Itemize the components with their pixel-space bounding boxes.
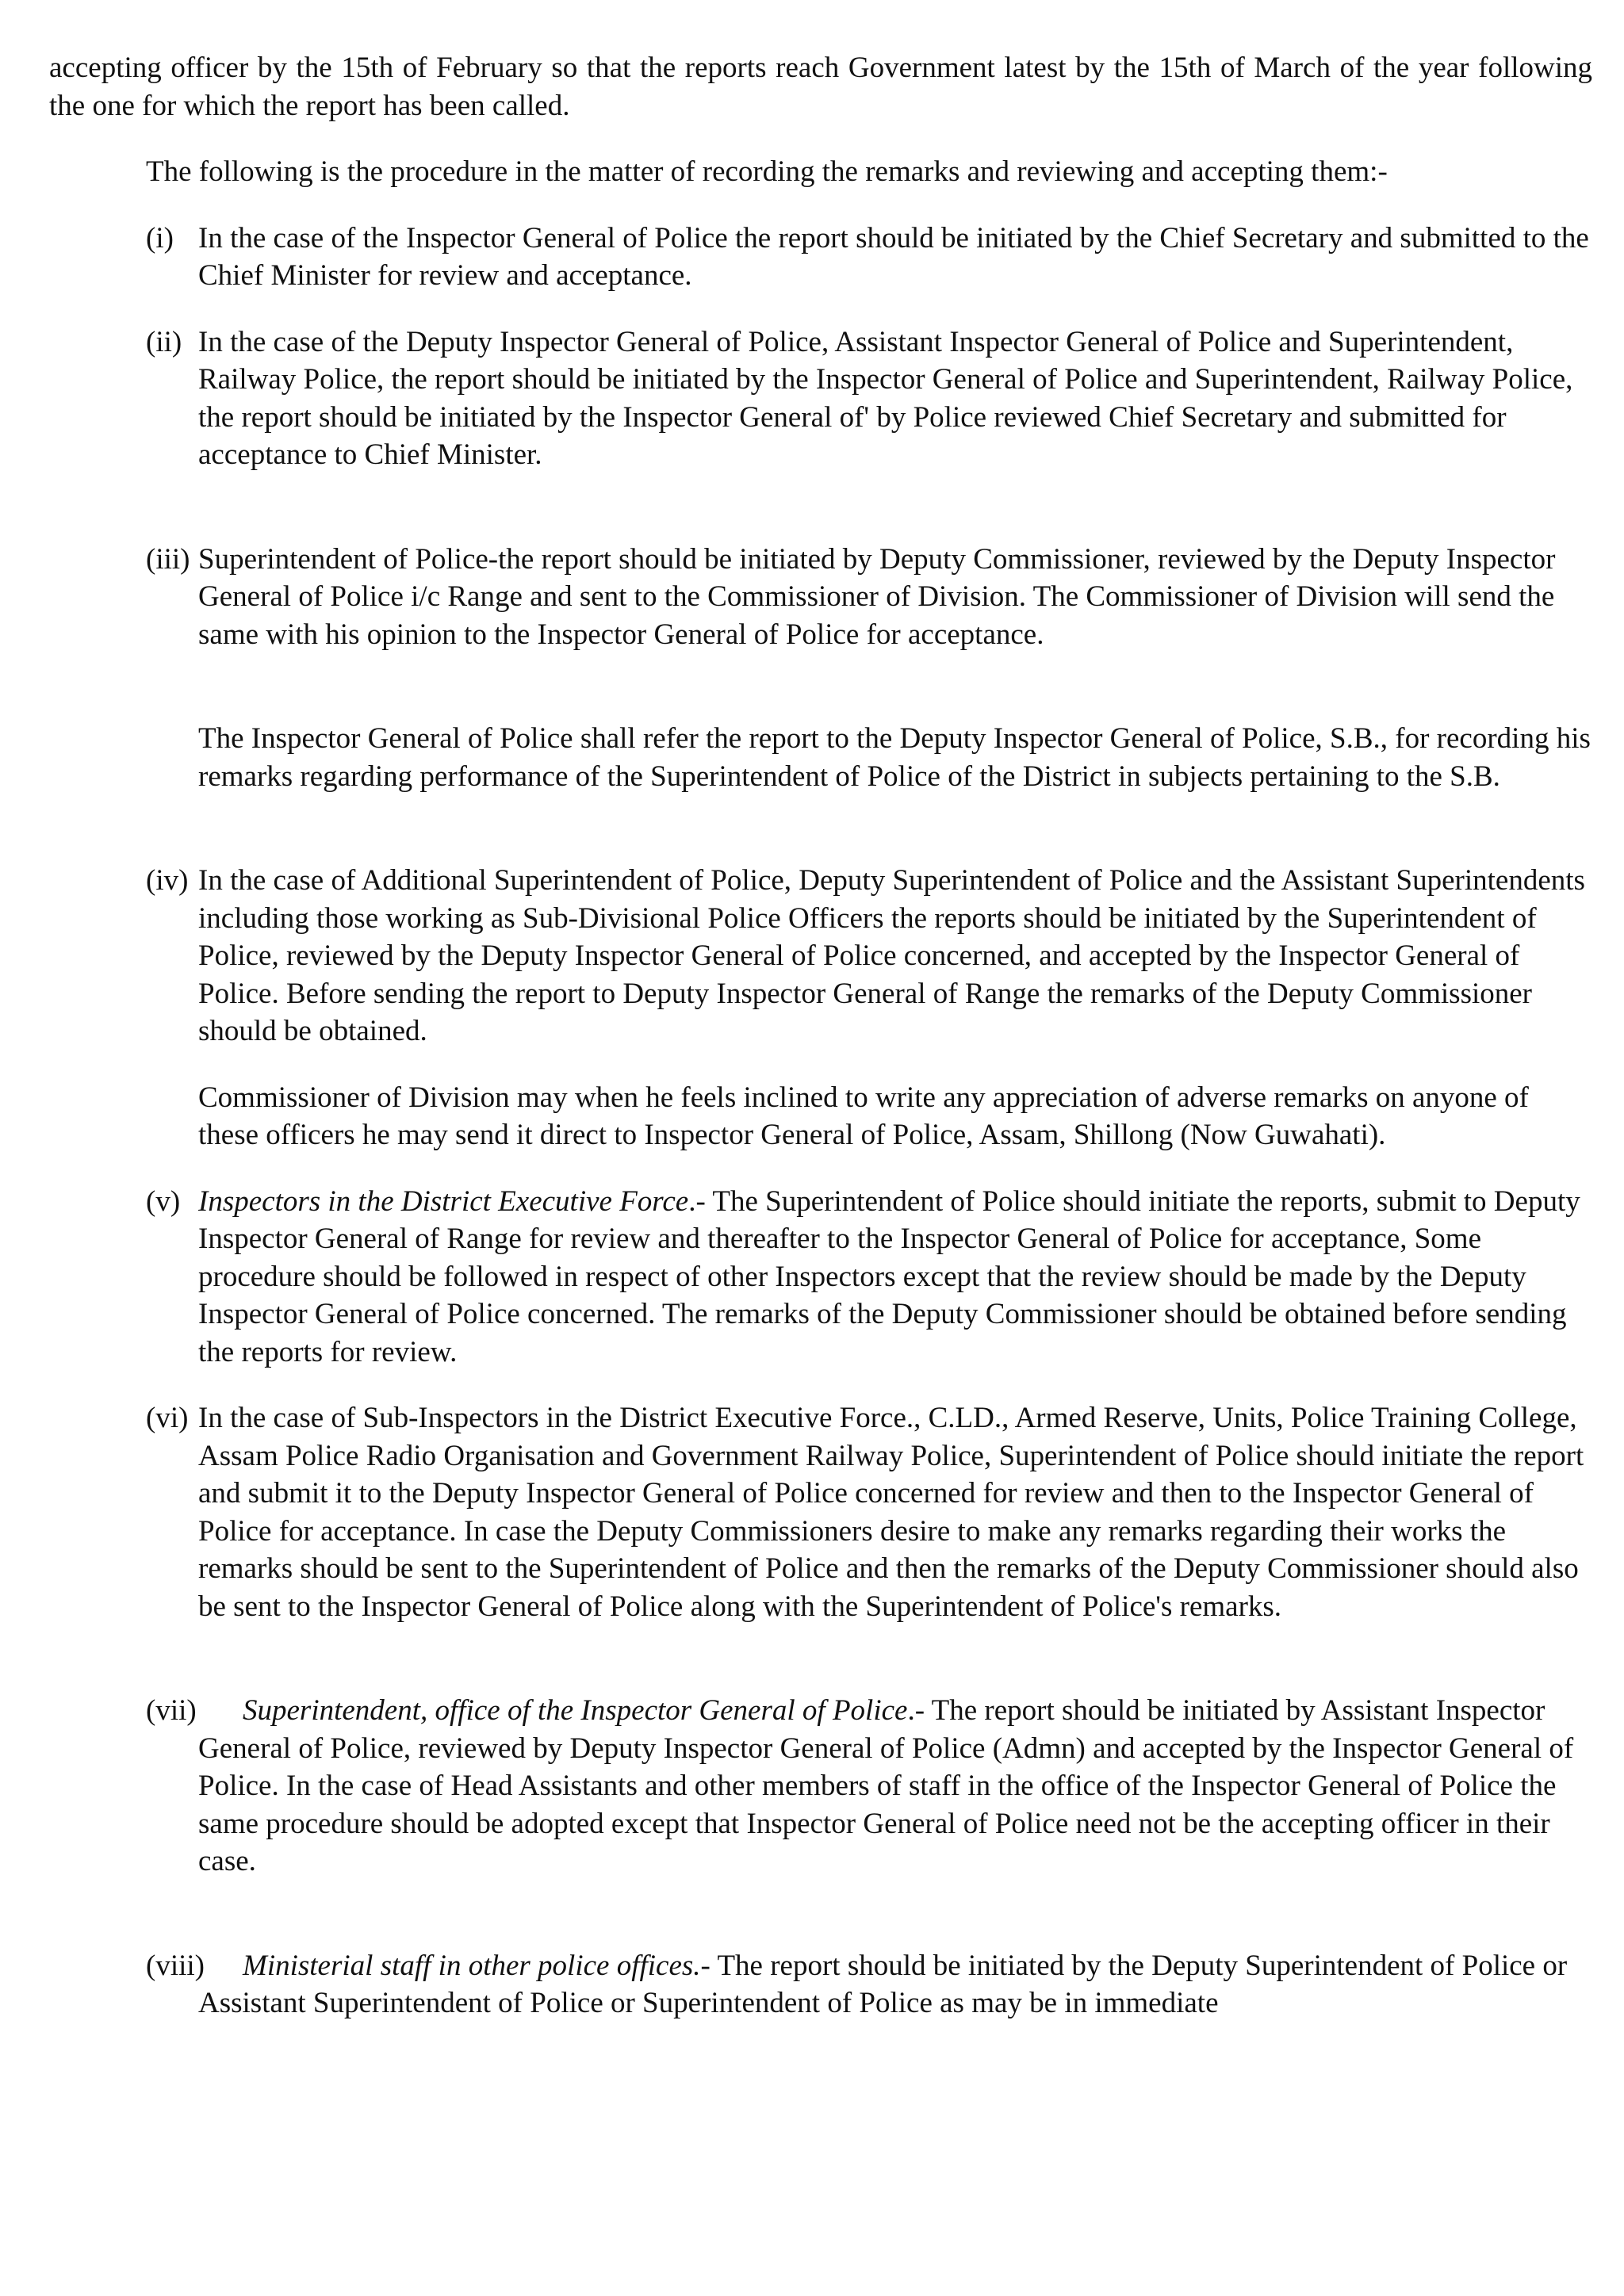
item-text: Superintendent of Police-the report should be initiated by Deputy Commissioner, reviewed by the Deputy Inspector General of Police i/c Range and sent to the Commissioner of Division. The Commissioner of Division will send the same with his opinion to the Inspector General of Police for acceptance. <box>198 542 1556 651</box>
list-item <box>146 1947 1592 2022</box>
item-heading: Ministerial staff in other police offices. <box>243 1949 701 1982</box>
list-item <box>146 541 1592 654</box>
item-number: (iii) <box>146 542 190 576</box>
item-number: (iv) <box>146 864 189 897</box>
item-number: (vi) <box>146 1402 189 1434</box>
opening-paragraph: accepting officer by the 15th of February so that the reports reach Government latest by the 15th of March of the year following the one for which the report has been called. <box>49 52 1592 122</box>
item-number: (ii) <box>146 325 182 358</box>
item-text: - The report should be initiated by the Deputy Superintendent of Police or Assistant Superintendent of Police or Superintendent of Police as may be in immediate <box>198 1949 1568 2019</box>
list-item <box>146 862 1592 1050</box>
item-text-wrapper <box>198 1950 1567 2020</box>
item-text: In the case of Additional Superintendent of Police, Deputy Superintendent of Police and the Assistant Superintendents including those working as Sub-Divisional Police Officers the reports should be initiated by the Superintendent of Police, reviewed by the Deputy Inspector General of Police concerned, and accepted by the Inspector General of Police. Before sending the report to Deputy Inspector General of Range the remarks of the Deputy Commissioner should be obtained. <box>198 864 1585 1047</box>
item-number: (v) <box>146 1184 181 1218</box>
item-text: In the case of the Inspector General of Police the report should be initiated by the Chief Secretary and submitted to the Chief Minister for review and acceptance. <box>198 221 1589 292</box>
item-text: .- The report should be initiated by Assistant Inspector General of Police, reviewed by Deputy Inspector General of Police (Admn) and accepted by the Inspector General of Police. In the case of Head Assistants and other members of staff in the office of the Inspector General of Police the same procedure should be adopted except that Inspector General of Police need not be the accepting officer in their case. <box>198 1694 1574 1877</box>
list-item <box>146 1399 1592 1625</box>
intro-paragraph: The following is the procedure in the matter of recording the remarks and reviewing and accepting them:- <box>146 155 1388 188</box>
item-text: In the case of the Deputy Inspector General of Police, Assistant Inspector General of Police and Superintendent, Railway Police, the report should be initiated by the Inspector General of Police and Superintendent, Railway Police, the report should be initiated by the Inspector General of' by Police reviewed Chief Secretary and submitted for acceptance to Chief Minister. <box>198 325 1573 471</box>
item-note: Commissioner of Division may when he feels inclined to write any appreciation of adverse remarks on anyone of these officers he may send it direct to Inspector General of Police, Assam, Shillong (Now Guwahati). <box>198 1081 1529 1151</box>
item-text-wrapper <box>198 1694 1573 1877</box>
item-number: (viii) <box>146 1949 205 1982</box>
item-number: (vii) <box>146 1694 197 1727</box>
item-text: .- The Superintendent of Police should initiate the reports, submit to Deputy Inspector General of Range for review and thereafter to the Inspector General of Police for acceptance, Some procedure should be followed in respect of other Inspectors except that the review should be made by the Deputy Inspector General of Police concerned. The remarks of the Deputy Commissioner should be obtained before sending the reports for review. <box>198 1184 1580 1368</box>
item-number: (i) <box>146 221 174 254</box>
item-text-wrapper <box>198 1185 1580 1368</box>
item-text: In the case of Sub-Inspectors in the District Executive Force., C.LD., Armed Reserve, Units, Police Training College, Assam Police Radio Organisation and Government Railway Police, Superintendent of Police should initiate the report and submit it to the Deputy Inspector General of Police concerned for review and then to the Inspector General of Police for acceptance. In case the Deputy Commissioners desire to make any remarks regarding their works the remarks should be sent to the Superintendent of Police and then the remarks of the Deputy Commissioner should also be sent to the Inspector General of Police along with the Superintendent of Police's remarks. <box>198 1402 1584 1623</box>
item-note: The Inspector General of Police shall refer the report to the Deputy Inspector General of Police, S.B., for recording his remarks regarding performance of the Superintendent of Police of the District in subjects pertaining to the S.B. <box>198 722 1591 793</box>
list-item <box>146 1692 1592 1881</box>
item-heading: Superintendent, office of the Inspector General of Police <box>243 1694 908 1727</box>
item-heading: Inspectors in the District Executive Force <box>198 1184 689 1218</box>
list-item <box>146 220 1592 295</box>
list-item <box>146 323 1592 474</box>
list-item <box>146 1183 1592 1372</box>
